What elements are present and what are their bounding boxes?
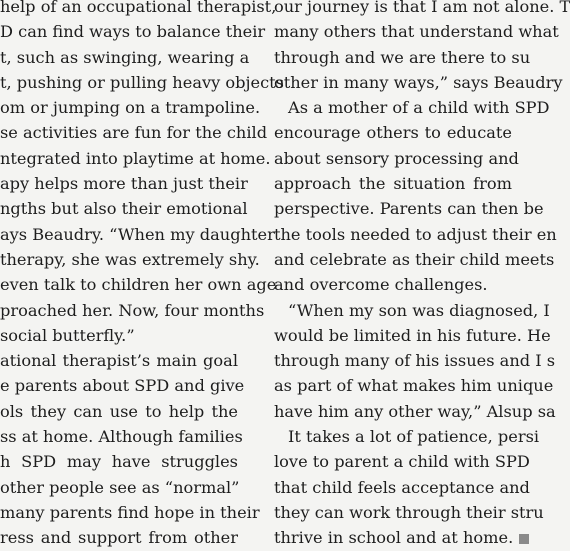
text-line-content: It takes a lot of patience, persi	[288, 427, 540, 447]
text-line	[274, 0, 570, 19]
text-line	[0, 500, 260, 525]
text-line-content: ational therapist’s main goal	[0, 351, 238, 371]
text-line	[274, 272, 512, 297]
text-line-content: social butterfly.”	[0, 325, 135, 345]
text-line	[0, 196, 248, 221]
text-line	[0, 222, 275, 247]
text-line-content: se activities are fun for the child	[0, 123, 268, 143]
article-right-column	[274, 0, 570, 551]
text-line-content: and celebrate as their child meets	[274, 249, 555, 269]
text-line-content: other in many ways,” says Beaudry	[274, 72, 563, 92]
text-line	[0, 399, 238, 424]
text-line	[0, 272, 277, 297]
text-line	[274, 222, 557, 247]
text-line-content: D can find ways to balance their	[0, 22, 266, 42]
text-line	[0, 298, 265, 323]
text-line-content: and overcome challenges.	[274, 275, 488, 295]
text-line-content: therapy, she was extremely shy.	[0, 249, 260, 269]
text-line	[274, 171, 512, 196]
text-line-content: would be limited in his future. He	[274, 325, 551, 345]
text-line	[274, 146, 519, 171]
text-line	[0, 0, 277, 19]
text-line	[0, 323, 238, 348]
text-line	[274, 348, 556, 373]
end-of-article-mark	[519, 534, 529, 544]
text-line-content: ays Beaudry. “When my daughter	[0, 224, 275, 244]
text-line-content: t, pushing or pulling heavy objects	[0, 72, 284, 92]
text-line-content: thrive in school and at home.	[274, 528, 514, 548]
text-line-content: ntegrated into playtime at home.	[0, 148, 271, 168]
text-line	[274, 449, 530, 474]
text-line	[274, 475, 530, 500]
text-line	[0, 171, 248, 196]
text-line-content: e parents about SPD and give	[0, 376, 245, 396]
text-line-content: As a mother of a child with SPD	[288, 98, 550, 118]
text-line	[274, 424, 540, 449]
text-line	[274, 500, 544, 525]
text-line	[274, 323, 551, 348]
text-line-content: about sensory processing and	[274, 148, 519, 168]
text-line	[274, 196, 544, 221]
text-line-content: through and we are there to su	[274, 47, 531, 67]
text-line-content: they can work through their stru	[274, 502, 544, 522]
text-line	[0, 475, 238, 500]
text-line-content: approach the situation from	[274, 174, 512, 194]
text-line-content: ress and support from other	[0, 528, 238, 548]
text-line	[0, 525, 238, 550]
text-line	[0, 70, 284, 95]
text-line	[274, 70, 563, 95]
text-line	[274, 95, 550, 120]
article-left-column	[0, 0, 284, 551]
text-line-content: ss at home. Although families	[0, 427, 243, 447]
text-line	[274, 19, 559, 44]
text-line-content: that child feels acceptance and	[274, 477, 530, 497]
text-line-content: proached her. Now, four months	[0, 300, 265, 320]
text-line-content: many others that understand what	[274, 22, 559, 42]
text-line-content: love to parent a child with SPD	[274, 452, 530, 472]
text-line-content: help of an occupational therapist,	[0, 0, 277, 16]
text-line	[0, 95, 261, 120]
text-line	[274, 247, 555, 272]
text-line	[0, 45, 250, 70]
text-line	[274, 298, 550, 323]
text-line-content: perspective. Parents can then be	[274, 199, 544, 219]
text-line	[274, 399, 556, 424]
text-line-content: om or jumping on a trampoline.	[0, 98, 261, 118]
text-line-content: the tools needed to adjust their en	[274, 224, 557, 244]
text-line-content: h SPD may have struggles	[0, 452, 238, 472]
text-line-content: even talk to children her own age	[0, 275, 277, 295]
text-line	[274, 373, 554, 398]
text-line	[0, 19, 266, 44]
text-line-content: apy helps more than just their	[0, 174, 248, 194]
text-line-content: ols they can use to help the	[0, 401, 238, 421]
text-line-content: through many of his issues and I s	[274, 351, 556, 371]
text-line-content: encourage others to educate	[274, 123, 512, 143]
text-line-content: ngths but also their emotional	[0, 199, 248, 219]
text-line-content: have him any other way,” Alsup sa	[274, 401, 556, 421]
text-line	[274, 525, 512, 550]
text-line	[0, 146, 271, 171]
text-line-content: t, such as swinging, wearing a	[0, 47, 250, 67]
text-line	[0, 348, 238, 373]
text-line-content: as part of what makes him unique	[274, 376, 554, 396]
text-line	[274, 45, 531, 70]
text-line	[0, 424, 243, 449]
text-line-content: “When my son was diagnosed, I	[288, 300, 550, 320]
text-line-content: other people see as “normal”	[0, 477, 240, 497]
text-line	[0, 120, 268, 145]
text-line-content: many parents find hope in their	[0, 502, 260, 522]
text-line	[0, 373, 245, 398]
text-line-content: our journey is that I am not alone. T	[274, 0, 570, 16]
text-line	[0, 449, 238, 474]
text-line	[0, 247, 260, 272]
text-line	[274, 120, 512, 145]
